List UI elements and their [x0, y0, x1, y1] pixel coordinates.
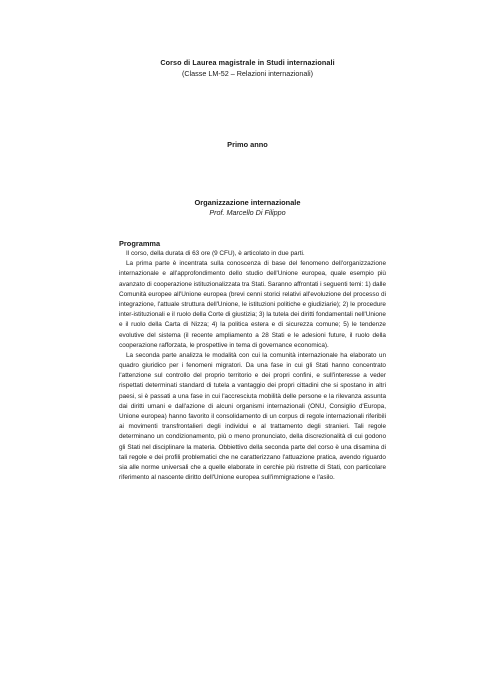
program-paragraph-3: La seconda parte analizza le modalità con cui la comunità internazionale ha elaborato un quadro giuridico per i fenomeni migratori. Da una fase in cui gli Stati hanno concentrato l'attenzione sul controllo del proprio territorio e dei propri confini, e sull'interesse a veder rispettati determinati standard di tutela a vantaggio dei propri cittadini che si spostano in altri paesi, si è passati a una fase in cui l'accresciuta mobilità delle persone e la rilevanza assunta dai diritti umani e dall'azione di alcuni organismi internazionali (ONU, Consiglio d'Europa, Unione europea) hanno favorito il consolidamento di un corpus di regole internazionali riferibili ai movimenti transfrontalieri degli individui e al trattamento degli stranieri. Tali regole determinano un condizionamento, più o meno pronunciato, della discrezionalità di cui godono gli Stati nel disciplinare la materia. Obbiettivo della seconda parte del corso è una disamina di tali regole e dei profili problematici che ne caratterizzano l'attuazione pratica, avendo riguardo sia alle norme universali che a quelle elaborate in cerchie più ristrette di Stati, con particolare riferimento al nascente diritto dell'Unione europea sull'immigrazione e l'asilo.	[119, 351, 386, 482]
program-heading: Programma	[119, 239, 161, 248]
program-paragraph-1: Il corso, della durata di 63 ore (9 CFU), è articolato in due parti.	[126, 250, 305, 257]
subject-title: Organizzazione internazionale	[194, 198, 301, 207]
program-section	[119, 239, 386, 483]
course-title: Corso di Laurea magistrale in Studi internazionali	[160, 58, 335, 67]
program-paragraph-2: La prima parte è incentrata sulla conoscenza di base del fenomeno dell'organizzazione internazionale e all'approfondimento dello studio dell'Unione europea, quale esempio più avanzato di cooperazione istituzionalizzata tra Stati. Saranno affrontati i seguenti temi: 1) dalle Comunità europee all'Unione europea (brevi cenni storici relativi all'evoluzione del processo di integrazione, l'attuale struttura dell'Unione, le istituzioni politiche e giudiziarie); 2) le procedure inter-istituzionali e il ruolo della Corte di giustizia; 3) la tutela dei diritti fondamentali nell'Unione e il ruolo della Carta di Nizza; 4) la politica estera e di sicurezza comune; 5) le tendenze evolutive del sistema (il recente ampliamento a 28 Stati e le adesioni future, il ruolo della cooperazione rafforzata, le prospettive in tema di governance economica).	[119, 260, 386, 349]
subject-block	[0, 198, 495, 218]
course-class: (Classe LM-52 – Relazioni internazionali)	[181, 69, 314, 78]
subject-professor: Prof. Marcello Di Filippo	[209, 208, 286, 217]
year-title: Primo anno	[227, 140, 268, 149]
course-header	[0, 58, 495, 79]
